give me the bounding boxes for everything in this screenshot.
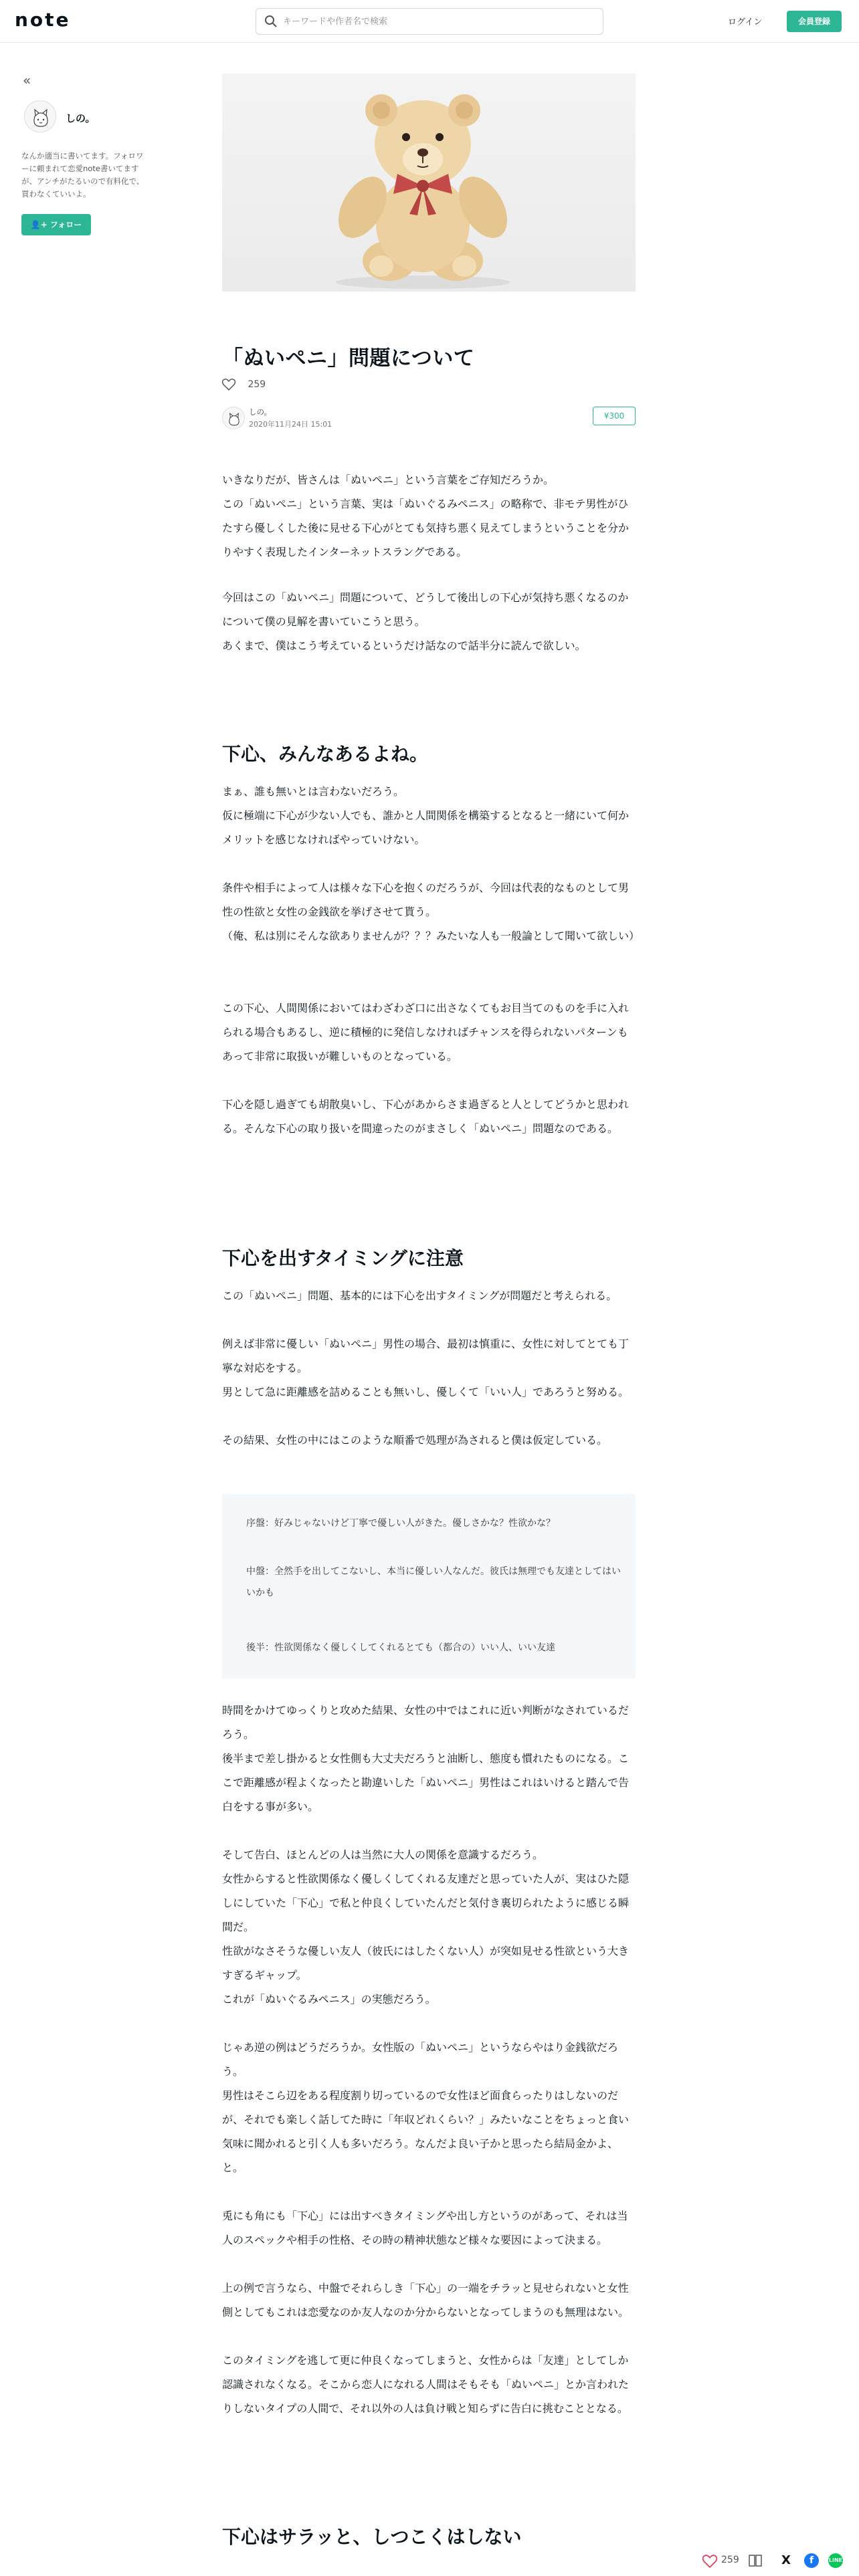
like-row[interactable] [222, 379, 266, 391]
paragraph: その結果、女性の中にはこのような順番で処理が為されると僕は仮定している。 [222, 1434, 608, 1446]
article-title: 「ぬいペニ」問題について [222, 346, 475, 370]
creator-bio: なんか適当に書いてます。フォロワーに頼まれて恋愛note書いてますが、アンチがたるいので有料化で、買わなくていいよ。 [21, 151, 145, 199]
creator-name[interactable]: しの。 [66, 112, 96, 124]
follow-label: フォロー [50, 220, 82, 229]
cat-avatar-icon [223, 407, 246, 430]
teddy-bear-icon [222, 74, 636, 292]
section-heading: 下心、みんなあるよね。 [222, 743, 429, 765]
paragraph: 条件や相手によって人は様々な下心を抱くのだろうが、今回は代表的なものとして男性の性欲と女性の金銭欲を挙げさせて貰う。 [222, 881, 630, 918]
collapse-sidebar-icon[interactable]: « [23, 72, 31, 88]
price-badge[interactable]: ¥300 [593, 407, 636, 425]
paragraph: 仮に極端に下心が少ない人でも、誰かと人間関係を構築するとなると一緒にいて何かメリットを感じなければやっていけない。 [222, 809, 630, 846]
creator-avatar[interactable] [24, 100, 56, 132]
magazine-icon[interactable] [748, 2554, 763, 2567]
facebook-share-icon[interactable]: f [804, 2553, 819, 2568]
paragraph: （俺、私は別にそんな欲ありませんが？？？みたいな人も一般論として聞いて欲しい） [222, 930, 640, 942]
paragraph: 時間をかけてゆっくりと攻めた結果、女性の中ではこれに近い判断がなされているだろう。 [222, 1704, 629, 1741]
note-logo[interactable]: note [15, 9, 71, 31]
line-share-icon[interactable]: LINE [828, 2553, 843, 2568]
x-share-icon[interactable]: X [781, 2553, 791, 2567]
section-heading: 下心を出すタイミングに注意 [222, 1247, 464, 1269]
paragraph: この「ぬいペニ」問題、基本的には下心を出すタイミングが問題だと考えられる。 [222, 1289, 617, 1302]
paragraph: 兎にも角にも「下心」には出すべきタイミングや出し方というのがあって、それは当人のスペックや相手の性格、その時の精神状態など様々な要因によって決まる。 [222, 2210, 628, 2246]
add-user-icon: 👤+ [30, 220, 47, 229]
heart-icon[interactable] [222, 379, 235, 391]
login-link[interactable]: ログイン [728, 17, 763, 27]
paragraph: 下心を隠し過ぎても胡散臭いし、下心があからさま過ぎると人としてどうかと思われる。そんな下心の取り扱いを間違ったのがまさしく「ぬいペニ」問題なのである。 [222, 1098, 630, 1135]
paragraph: じゃあ逆の例はどうだろうか。女性版の「ぬいペニ」というならやはり金銭欲だろう。 [222, 2041, 619, 2078]
follow-button[interactable] [21, 214, 91, 235]
paragraph: まぁ、誰も無いとは言わないだろう。 [222, 785, 405, 798]
paragraph: この「ぬいペニ」という言葉、実は「ぬいぐるみペニス」の略称で、非モテ男性がひたすら優しくした後に見せる下心がとても気持ち悪く見えてしまうということを分かりやすく表現したインターネットスラングである。 [222, 498, 630, 558]
floating-action-bar [696, 2545, 859, 2576]
paragraph: 今回はこの「ぬいペニ」問題について、どうして後出しの下心が気持ち悪くなるのかについて僕の見解を書いていこうと思う。 [222, 591, 629, 628]
search-box[interactable] [256, 8, 603, 35]
quote-line: 中盤：全然手を出してこないし、本当に優しい人なんだ。彼氏は無理でも友達としてはいいかも [246, 1566, 621, 1598]
hero-image [222, 74, 636, 292]
quote-line: 序盤：好みじゃないけど丁寧で優しい人がきた。優しさかな？性欲かな？ [246, 1518, 555, 1529]
paragraph: 性欲がなさそうな優しい友人（彼氏にはしたくない人）が突如見せる性欲という大きすぎるギャップ。 [222, 1945, 630, 1981]
author-avatar[interactable] [222, 407, 245, 429]
paragraph: 例えば非常に優しい「ぬいペニ」男性の場合、最初は慎重に、女性に対してとても丁寧な対応をする。 [222, 1337, 630, 1374]
author-row [222, 405, 636, 432]
section-heading: 下心はサラッと、しつこくはしない [222, 2526, 522, 2548]
search-icon [264, 15, 278, 28]
paragraph: 女性からすると性欲関係なく優しくしてくれる友達だと思っていた人が、実はひた隠しにしていた「下心」で私と仲良くしていたんだと気付き裏切られたように感じる瞬間だ。 [222, 1872, 630, 1933]
quote-line: 後半：性欲関係なく優しくしてくれるとても（都合の）いい人、いい友達 [246, 1642, 555, 1653]
cat-avatar-icon [25, 101, 57, 133]
paragraph: 男として急に距離感を詰めることも無いし、優しくて「いい人」であろうと努める。 [222, 1386, 630, 1398]
paragraph: いきなりだが、皆さんは「ぬいペニ」という言葉をご存知だろうか。 [222, 473, 555, 486]
paragraph: 後半まで差し掛かると女性側も大丈夫だろうと油断し、態度も慣れたものになる。ここで距離感が程よくなったと勘違いした「ぬいペニ」男性はこれはいけると踏んで告白をする事が多い。 [222, 1752, 630, 1813]
paragraph: 男性はそこら辺をある程度割り切っているので女性ほど面食らったりはしないのだが、それでも楽しく話してた時に「年収どれくらい？」みたいなことをちょっと食い気味に聞かれると引く人も多いだろう。なんだよ良い子かと思ったら結局金かよ、と。 [222, 2089, 630, 2174]
paragraph: 上の例で言うなら、中盤でそれらしき「下心」の一端をチラッと見せられないと女性側としてもこれは恋愛なのか友人なのか分からないとなってしまうのも無理はない。 [222, 2282, 630, 2319]
paragraph: あくまで、僕はこう考えているというだけ話なので話半分に読んで欲しい。 [222, 639, 586, 652]
author-name[interactable]: しの。 [249, 407, 272, 417]
paragraph: このタイミングを逃して更に仲良くなってしまうと、女性からは「友達」としてしか認識されなくなる。そこから恋人になれる人間はそもそも「ぬいペニ」とか言われたりしないタイプの人間で、それ以外の人は負け戦と知らずに告白に挑むこととなる。 [222, 2354, 630, 2415]
quote-block [222, 1494, 636, 1679]
heart-icon[interactable] [702, 2555, 717, 2568]
like-count: 259 [248, 379, 266, 390]
paragraph: この下心、人間関係においてはわざわざ口に出さなくてもお目当てのものを手に入れられる場合もあるし、逆に積極的に発信しなければチャンスを得られないパターンもあって非常に取扱いが難しいものとなっている。 [222, 1002, 630, 1063]
paragraph: そして告白、ほとんどの人は当然に大人の関係を意識するだろう。 [222, 1848, 544, 1861]
paragraph: これが「ぬいぐるみペニス」の実態だろう。 [222, 1993, 436, 2006]
signup-button[interactable]: 会員登録 [787, 11, 842, 32]
publish-date: 2020年11月24日 15:01 [249, 420, 332, 429]
search-input[interactable] [283, 14, 591, 29]
like-count: 259 [721, 2555, 739, 2565]
site-header [0, 0, 859, 43]
